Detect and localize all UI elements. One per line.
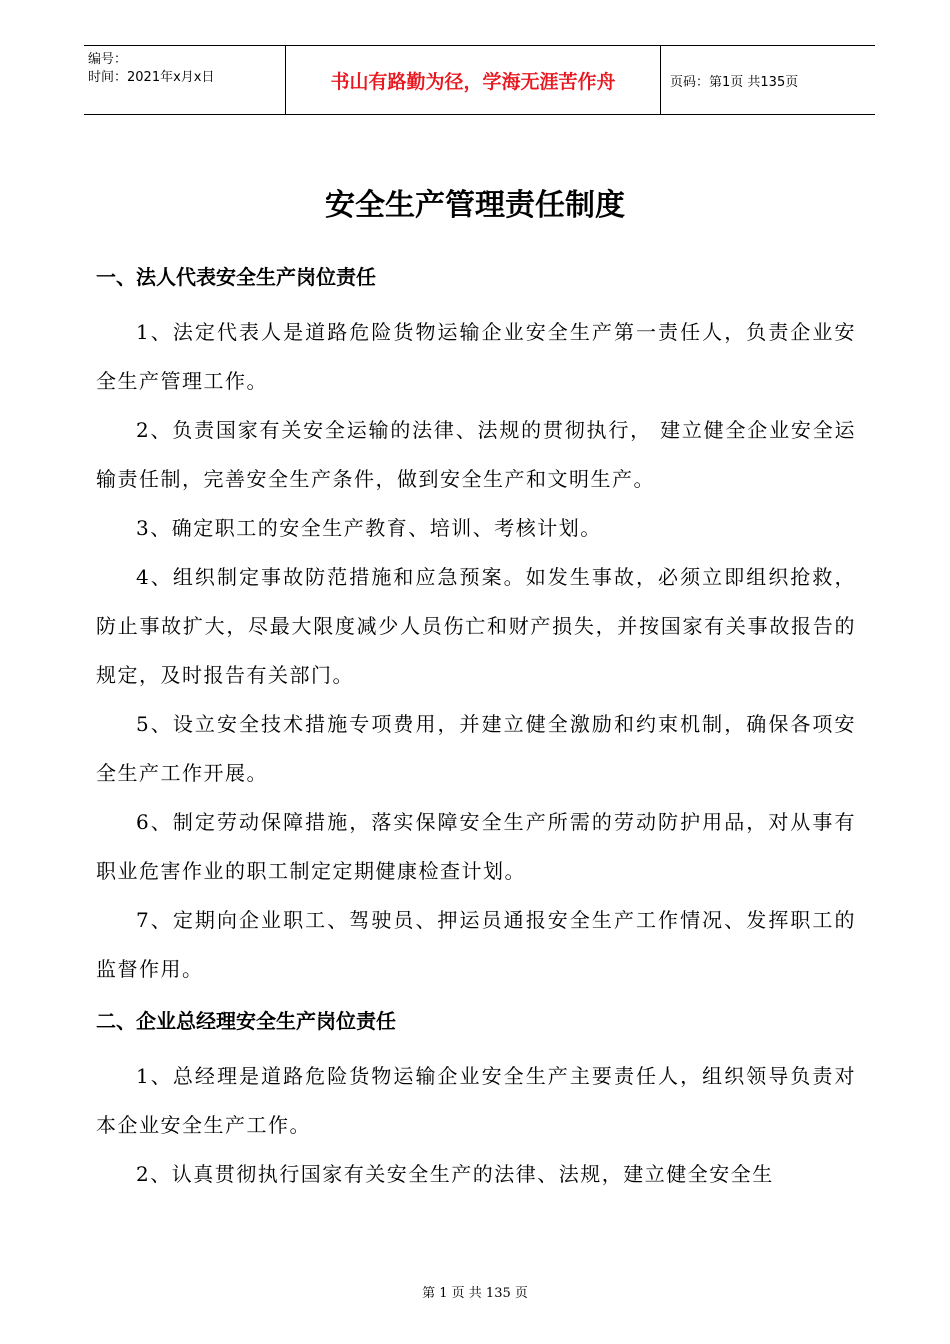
- header-page-info: 页码：第1页 共135页: [670, 74, 799, 90]
- paragraph: 1、总经理是道路危险货物运输企业安全生产主要责任人，组织领导负责对本企业安全生产工作。: [96, 1064, 856, 1137]
- document-title: 安全生产管理责任制度: [325, 188, 625, 223]
- section-heading: 一、法人代表安全生产岗位责任: [96, 265, 376, 289]
- paragraph: 2、认真贯彻执行国家有关安全生产的法律、法规，建立健全安全生: [136, 1162, 774, 1186]
- paragraph: 3、确定职工的安全生产教育、培训、考核计划。: [136, 516, 602, 540]
- section-2: [96, 1002, 856, 1199]
- header-meta: [88, 51, 288, 87]
- paragraph: 5、设立安全技术措施专项费用，并建立健全激励和约束机制，确保各项安全生产工作开展。: [96, 712, 856, 785]
- paragraph: 2、负责国家有关安全运输的法律、法规的贯彻执行， 建立健全企业安全运输责任制，完善安全生产条件，做到安全生产和文明生产。: [96, 418, 856, 491]
- section-1: [96, 258, 856, 994]
- page-header: [84, 45, 875, 115]
- paragraph: 6、制定劳动保障措施，落实保障安全生产所需的劳动防护用品，对从事有职业危害作业的职工制定定期健康检查计划。: [96, 810, 856, 883]
- section-heading: 二、企业总经理安全生产岗位责任: [96, 1009, 396, 1033]
- header-motto: 书山有路勤为径，学海无涯苦作舟: [330, 70, 616, 93]
- document-body: [96, 258, 856, 1199]
- header-divider: [660, 46, 661, 114]
- paragraph: 7、定期向企业职工、驾驶员、押运员通报安全生产工作情况、发挥职工的监督作用。: [96, 908, 856, 981]
- document-time-label: 时间：2021年x月x日: [88, 70, 215, 85]
- paragraph: 1、法定代表人是道路危险货物运输企业安全生产第一责任人，负责企业安全生产管理工作。: [96, 320, 856, 393]
- page-footer: 第 1 页 共 135 页: [422, 1286, 528, 1301]
- paragraph: 4、组织制定事故防范措施和应急预案。如发生事故，必须立即组织抢救，防止事故扩大，尽最大限度减少人员伤亡和财产损失，并按国家有关事故报告的规定，及时报告有关部门。: [96, 565, 856, 687]
- document-number-label: 编号：: [88, 52, 128, 67]
